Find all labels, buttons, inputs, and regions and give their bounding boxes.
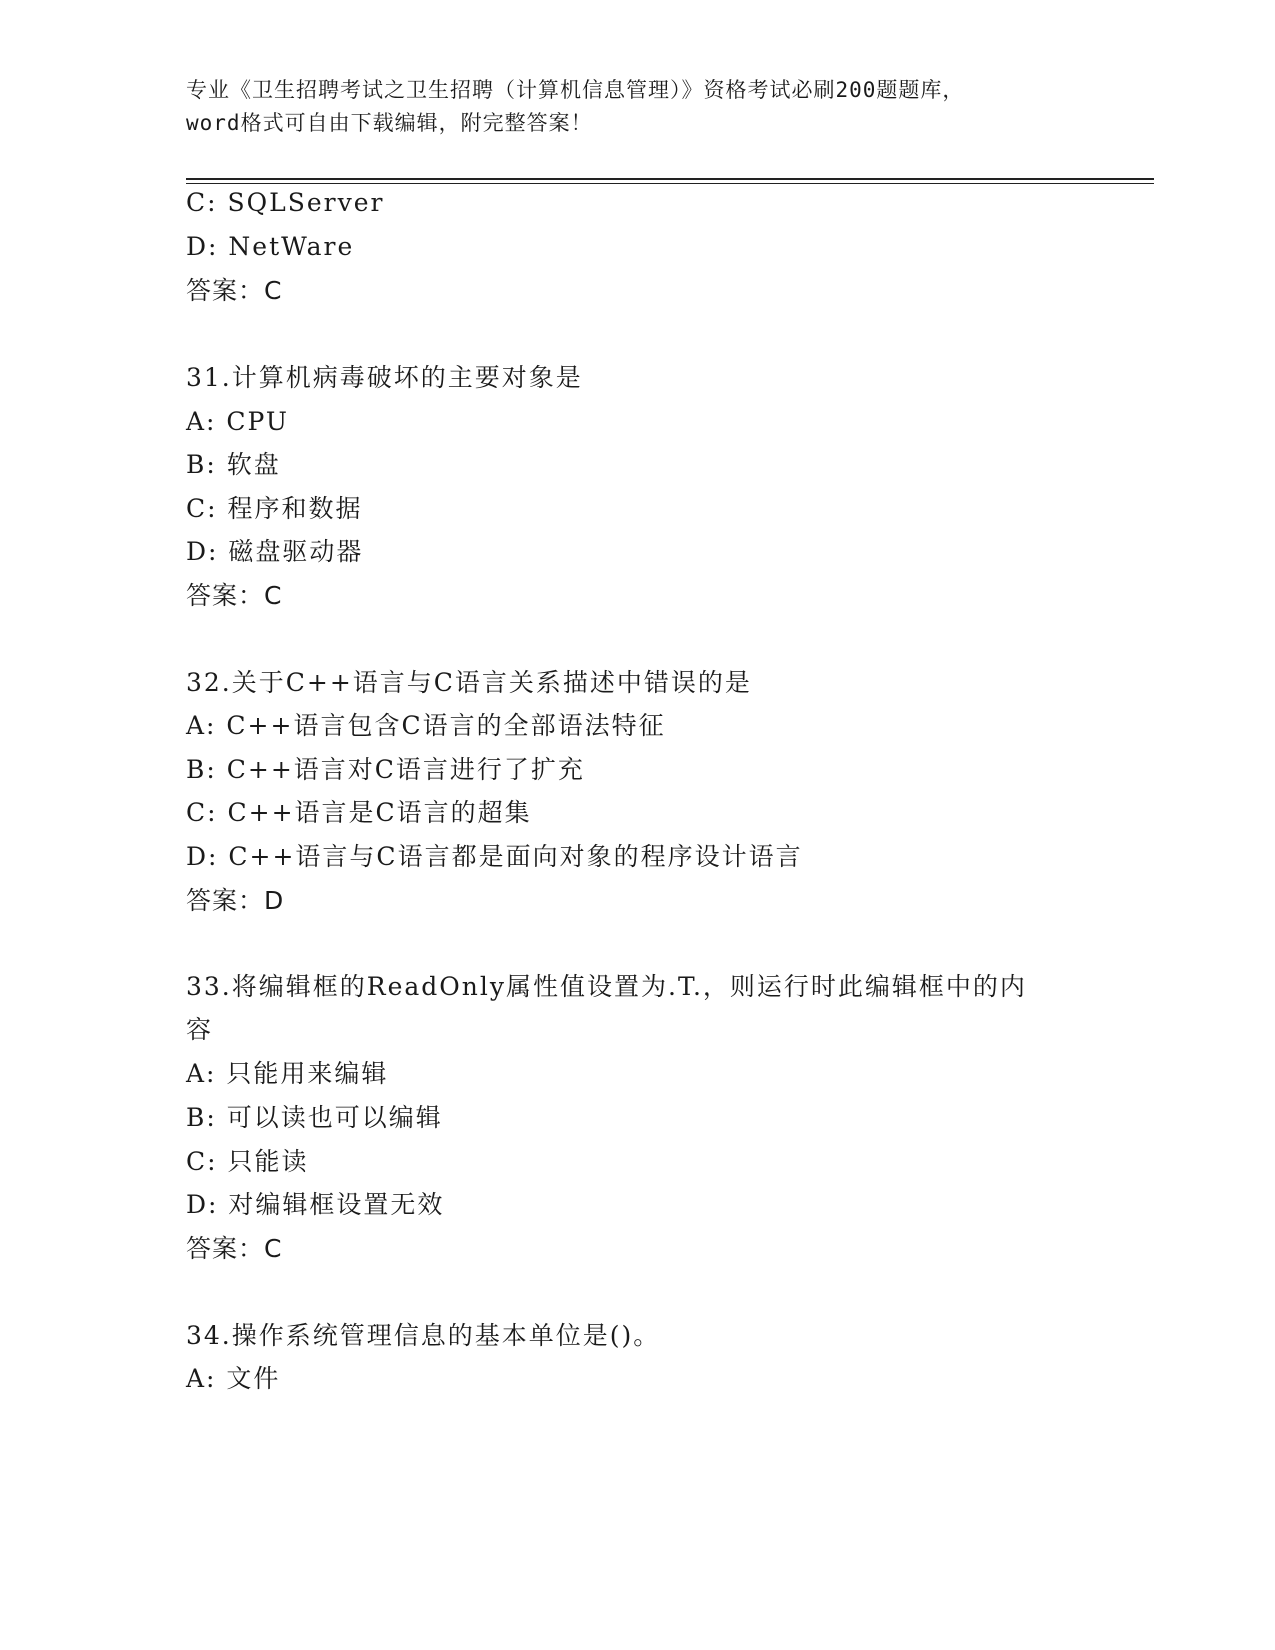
q34-question: 34.操作系统管理信息的基本单位是()。: [186, 1321, 661, 1350]
q31-option-a: A: CPU: [186, 407, 290, 436]
q33-answer: 答案：C: [186, 1234, 283, 1263]
q31-option-b: B: 软盘: [186, 450, 281, 479]
q31-question: 31.计算机病毒破坏的主要对象是: [186, 363, 583, 392]
q30-option-d: D: NetWare: [186, 232, 355, 261]
header-title-line: 专业《卫生招聘考试之卫生招聘（计算机信息管理）》资格考试必刷200题题库，: [186, 78, 965, 102]
q33-option-b: B: 可以读也可以编辑: [186, 1103, 443, 1132]
q32-answer: 答案：D: [186, 886, 285, 915]
header-divider-thin: [186, 183, 1154, 184]
q33-option-d: D: 对编辑框设置无效: [186, 1190, 445, 1219]
q33-question-line2: 容: [186, 1015, 214, 1044]
q31-answer: 答案：C: [186, 581, 283, 610]
q33-question-line1: 33.将编辑框的ReadOnly属性值设置为.T.，则运行时此编辑框中的内: [186, 972, 1027, 1001]
q32-option-d: D: C++语言与C语言都是面向对象的程序设计语言: [186, 842, 803, 871]
header-divider-thick: [186, 178, 1154, 180]
q31-option-c: C: 程序和数据: [186, 494, 363, 523]
q30-answer: 答案：C: [186, 276, 283, 305]
q32-option-a: A: C++语言包含C语言的全部语法特征: [186, 711, 666, 740]
q32-option-b: B: C++语言对C语言进行了扩充: [186, 755, 585, 784]
q33-option-c: C: 只能读: [186, 1147, 309, 1176]
q32-question: 32.关于C++语言与C语言关系描述中错误的是: [186, 668, 752, 697]
q32-option-c: C: C++语言是C语言的超集: [186, 798, 532, 827]
q33-option-a: A: 只能用来编辑: [186, 1059, 389, 1088]
q30-option-c: C: SQLServer: [186, 188, 385, 217]
q34-option-a: A: 文件: [186, 1364, 281, 1393]
document-header: [186, 74, 1086, 140]
header-subtitle-line: word格式可自由下载编辑，附完整答案！: [186, 111, 593, 135]
q31-option-d: D: 磁盘驱动器: [186, 537, 364, 566]
